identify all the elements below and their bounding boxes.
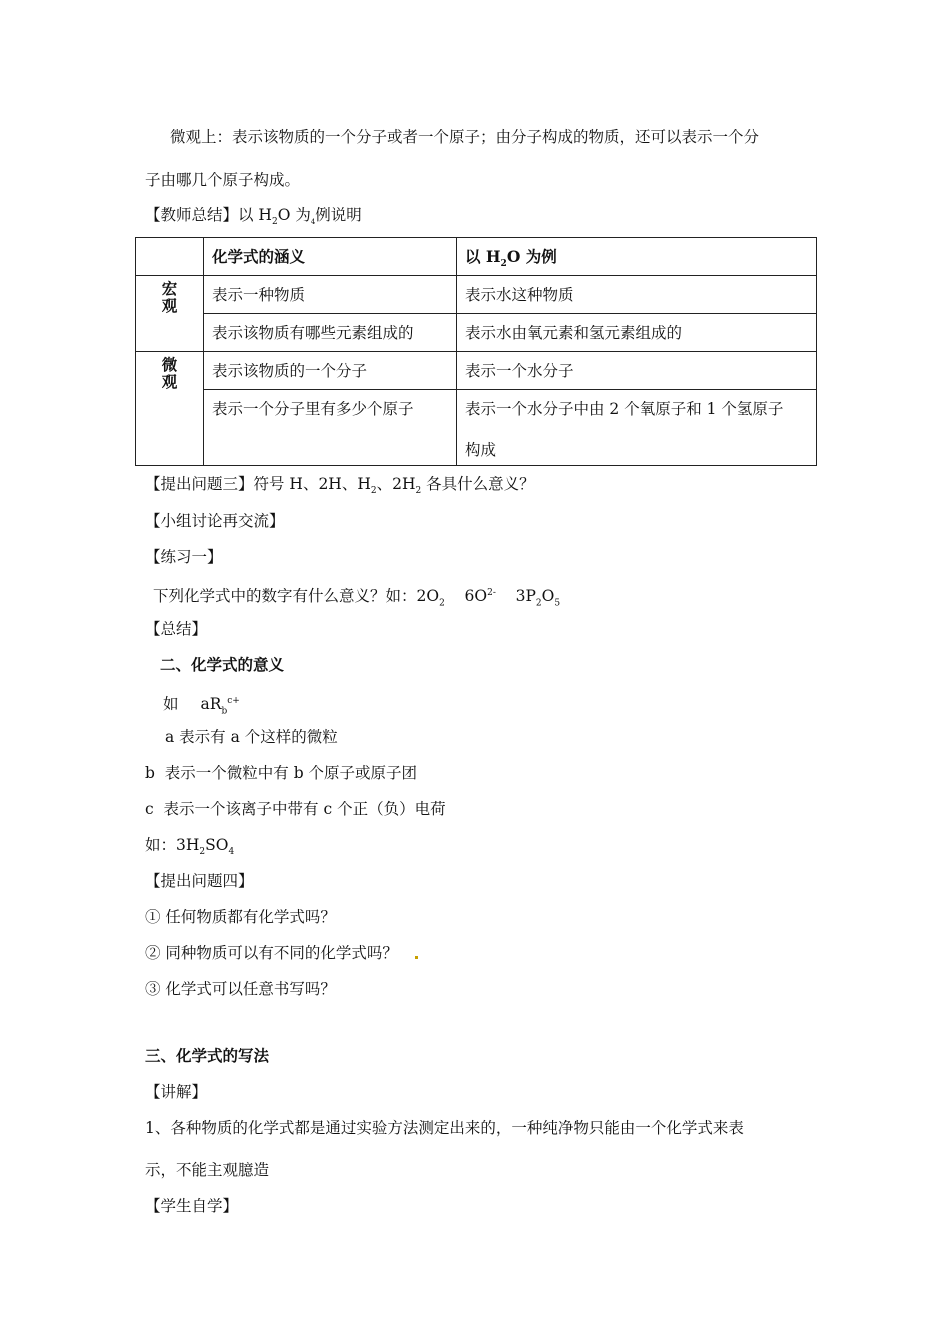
exercise-one-heading: 【练习一】 (145, 548, 223, 566)
question-four-item: ① 任何物质都有化学式吗？ (145, 908, 336, 926)
question-four-item: ② 同种物质可以有不同的化学式吗？ (145, 944, 398, 962)
macro-label-cell: 宏 观 (136, 276, 204, 352)
table-row (136, 352, 817, 390)
explain-b: b 表示一个微粒中有 b 个原子或原子团 (145, 764, 418, 782)
lecture-line-1: 1、各种物质的化学式都是通过实验方法测定出来的，一种纯净物只能由一个化学式来表 (145, 1119, 744, 1137)
intro-line-2: 子由哪几个原子构成。 (145, 171, 301, 189)
exercise-one-text: 下列化学式中的数字有什么意义？如：$2O_2$ $6O^{2-}$ $3P_2O_5$ (153, 587, 561, 609)
lecture-heading: 【讲解】 (145, 1083, 208, 1101)
teacher-summary-sub: 2 (271, 217, 278, 228)
lecture-line-2: 示，不能主观臆造 (145, 1161, 270, 1179)
table-cell: 表示水这种物质 (457, 276, 817, 314)
teacher-summary-suffix: O 为 (277, 206, 311, 224)
question-four-heading: 【提出问题四】 (145, 872, 254, 890)
section-three-title: 三、化学式的写法 (145, 1046, 270, 1065)
table-row (136, 390, 817, 466)
header-empty-cell (136, 238, 204, 276)
explain-c: c 表示一个该离子中带有 c 个正（负）电荷 (145, 800, 446, 818)
table-cell: 表示该物质的一个分子 (204, 352, 457, 390)
group-discuss-heading: 【小组讨论再交流】 (145, 512, 285, 530)
example-formula: 如：$3H_2SO_4$ (145, 836, 235, 858)
table-row (136, 276, 817, 314)
explain-a: a 表示有 a 个这样的微粒 (165, 728, 338, 746)
header-example-cell: 以 $H_2O$ 为例 (457, 238, 817, 276)
summary-heading: 【总结】 (145, 620, 208, 638)
intro-line-1: 微观上：表示该物质的一个分子或者一个原子；由分子构成的物质，还可以表示一个分 (170, 128, 760, 146)
table-cell: 表示水由氧元素和氢元素组成的 (457, 314, 817, 352)
teacher-summary-tiny: 4 (310, 218, 316, 227)
formula-example: 如 $aR_b^{c+}$ (163, 695, 240, 717)
question-three: 【提出问题三】符号 H、2H、$H_2$、$2H_2$ 各具什么意义？ (145, 475, 535, 497)
header-meaning-cell: 化学式的涵义 (204, 238, 457, 276)
stray-dot-mark (415, 956, 418, 959)
teacher-summary-prefix: 【教师总结】以 H (145, 206, 272, 224)
section-two-title: 二、化学式的意义 (160, 655, 285, 674)
micro-label-cell: 微 观 (136, 352, 204, 466)
table-row (136, 314, 817, 352)
table-header-row (136, 238, 817, 276)
teacher-summary (145, 204, 362, 233)
table-cell: 表示一个分子里有多少个原子 (204, 390, 457, 466)
table-cell: 表示该物质有哪些元素组成的 (204, 314, 457, 352)
question-four-item: ③ 化学式可以任意书写吗？ (145, 980, 336, 998)
table-cell: 表示一种物质 (204, 276, 457, 314)
table-cell: 表示一个水分子 (457, 352, 817, 390)
meaning-table (135, 237, 817, 466)
table-cell: 表示一个水分子中由 2 个氧原子和 1 个氢原子 构成 (457, 390, 817, 466)
teacher-summary-tail: 例说明 (315, 206, 362, 224)
self-study-heading: 【学生自学】 (145, 1197, 239, 1215)
